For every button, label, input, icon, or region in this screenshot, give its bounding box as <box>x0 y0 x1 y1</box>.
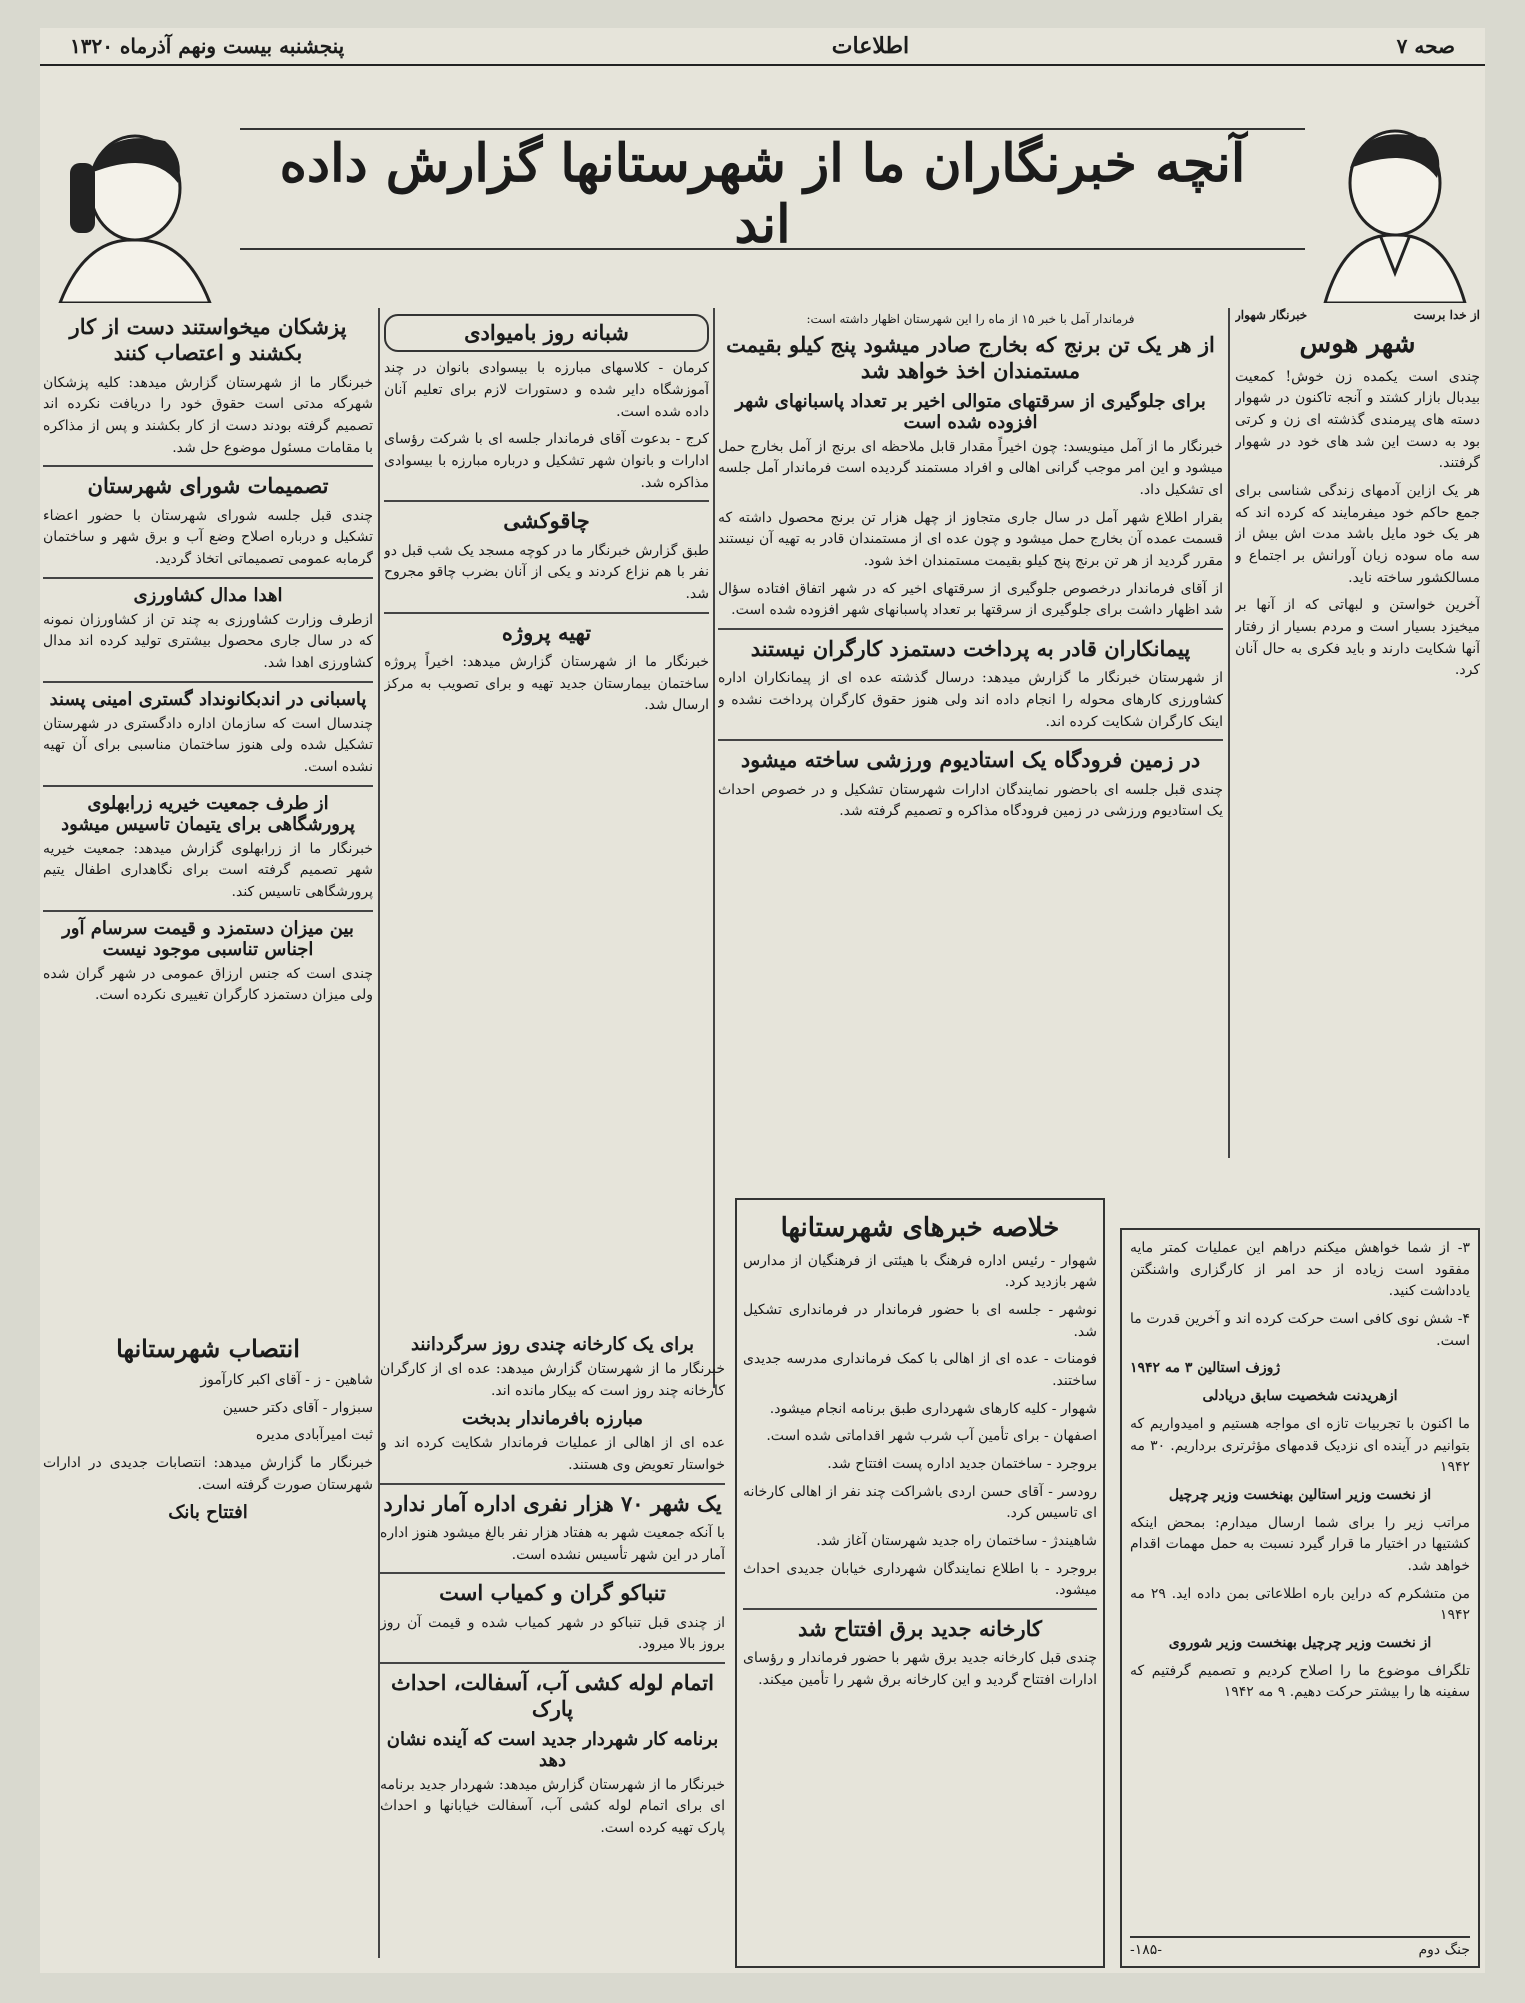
serial-paragraph: من متشکرم که دراین باره اطلاعاتی بمن داده اید. ۲۹ مه ۱۹۴۲ <box>1130 1585 1470 1624</box>
article-paragraph: کرج - بدعوت آقای فرماندار جلسه ای با شرکت رؤسای ادارات و بانوان شهر تشکیل و درباره مبارزه با بیسوادی مذاکره شد. <box>384 431 709 491</box>
column-lower-news <box>380 1328 725 1968</box>
divider <box>43 681 373 683</box>
column-shahr-havas <box>1235 308 1480 1158</box>
article-paragraph: از شهرستان خبرنگار ما گزارش میدهد: درسال گذشته عده ای از پیمانکاران اداره کشاورزی کارهای محوله را انجام داده اند ولی هنوز حقوق کارگران پرداخت نشده و اینک کارگران شکایت کرده اند. <box>718 670 1223 730</box>
article-paragraph: چندی قبل جلسه ای باحضور نمایندگان ادارات شهرستان تشکیل و در خصوص احداث یک استادیوم ورزشی در زمین فرودگاه مذاکره و تصمیم گرفته شد. <box>718 781 1223 820</box>
divider <box>43 465 373 467</box>
column-amol-rice <box>718 308 1223 1188</box>
serial-war-memoir <box>1120 1228 1480 1968</box>
summary-item: بروجرد - ساختمان جدید اداره پست افتتاح شد. <box>827 1456 1097 1472</box>
article-paragraph: خبرنگار ما از زرابهلوی گزارش میدهد: جمعیت خیریه شهر تصمیم گرفته است برای نگاهداری اطفال یتیم پرورشگاهی تاسیس کند. <box>43 840 373 901</box>
summary-item: شهوار - کلیه کارهای شهرداری طبق برنامه انجام میشود. <box>769 1400 1097 1417</box>
article-title: افتتاح بانک <box>168 1502 248 1524</box>
article-paragraph: خبرنگار ما از شهرستان گزارش میدهد: شهردار جدید برنامه ای برای اتمام لوله کشی آب، آسفالت خیابانها و احداث پارک تهیه کرده است. <box>380 1776 725 1836</box>
article-title: چاقوکشی <box>503 508 590 534</box>
article-paragraph: چندی قبل کارخانه جدید برق شهر با حضور فرماندار و رؤسای ادارات افتتاح گردید و این کارخانه برق شهر را تأمین میکند. <box>743 1650 1097 1689</box>
serial-paragraph: ازهریدنت شخصیت سابق دریادلی <box>1202 1388 1398 1405</box>
article-title: برای یک کارخانه چندی روز سرگردانند <box>410 1334 695 1355</box>
summary-item: اصفهان - برای تأمین آب شرب شهر اقداماتی شده است. <box>766 1428 1097 1445</box>
article-paragraph: خبرنگار ما از آمل مینویسد: چون اخیراً مقدار قابل ملاحظه ای برنج از آمل بخارج حمل میشود و این امر موجب گرانی اهالی و افراد مستمند گردیده است فرماندار آمل جلسه ای تشکیل داد. <box>718 438 1223 498</box>
article-title: پزشکان میخواستند دست از کار بکشند و اعتصاب کنند <box>69 314 347 366</box>
divider <box>43 910 373 912</box>
page-number: صحه ۷ <box>1396 34 1455 58</box>
banner <box>40 68 1485 298</box>
article-title: انتصاب شهرستانها <box>116 1334 300 1363</box>
byline-left: خبرنگار شهوار <box>1235 308 1308 322</box>
article-paragraph: کرمان - کلاسهای مبارزه با بیسوادی بانوان در چند آموزشگاه دایر شده و دستورات لازم برای تعلیم آنان داده شده است. <box>384 360 709 420</box>
divider <box>718 739 1223 741</box>
article-paragraph: خبرنگار ما از شهرستان گزارش میدهد: عده ای از کارگران کارخانه چند روز است که بیکار مانده اند. <box>380 1361 725 1399</box>
article-paragraph: چندسال است که سازمان اداره دادگستری در شهرستان تشکیل شده ولی هنوز ساختمان مناسبی برای آن تهیه نشده است. <box>43 715 373 775</box>
divider <box>384 612 709 614</box>
article-paragraph: عده ای از اهالی از عملیات فرماندار شکایت کرده اند و خواستار تعویض وی هستند. <box>380 1435 725 1474</box>
summary-item: رودسر - آقای حسن اردی باشراکت چند نفر از اهالی کارخانه ای تاسیس کرد. <box>743 1483 1097 1522</box>
summary-item: بروجرد - با اطلاع نمایندگان شهرداری خیابان جدیدی احداث میشود. <box>743 1560 1097 1599</box>
serial-paragraph: تلگراف موضوع ما را اصلاح کردیم و تصمیم گرفتیم که سفینه ها را بیشتر حرکت دهیم. ۹ مه ۱۹۴۲ <box>1130 1662 1470 1701</box>
serial-paragraph: از نخست وزیر استالین بهنخست وزیر چرچیل <box>1168 1486 1432 1503</box>
column-appointments <box>43 1328 373 1968</box>
article-title: تهیه پروژه <box>501 619 592 645</box>
serial-paragraph: مراتب زیر را برای شما ارسال میدارم: بمحض اینکه کشتیها در اختیار ما قرار گیرد نسبت به حمل مهمات اقدام خواهد شد. <box>1130 1514 1470 1574</box>
appointment-item: شاهین - ز - آقای اکبر کارآموز <box>200 1372 373 1388</box>
telephone-reporter-illustration-icon <box>50 123 220 303</box>
article-paragraph: از آقای فرماندار درخصوص جلوگیری از سرقتهای اخیر که در شهر اتفاق افتاده سؤال شد اظهار داشت برای جلوگیری از سرقتها بر تعداد پاسبانهای شهر افزوده شده است. <box>718 580 1223 619</box>
article-paragraph: چندی است یکمده زن خوش! کمعیت بیدبال بازار کشتد و آنجه تاکنون در شهوار دسته های پیرمندی گذشته ای زن و کرتی بود به دست این شد های خود در شهوار گرفتند. <box>1235 368 1480 472</box>
article-title: پاسبانی در اندبکانونداد گستری امینی پسند <box>49 688 367 710</box>
page-header <box>40 28 1485 66</box>
serial-paragraph: ما اکنون با تجربیات تازه ای مواجه هستیم و امیدواریم که بتوانیم در آینده ای نزدیک قدمهای مؤثرتری برداریم. ۳۰ مه ۱۹۴۲ <box>1130 1415 1470 1476</box>
article-title: شهر هوس <box>1299 329 1416 359</box>
article-title: از هر یک تن برنج که بخارج صادر میشود پنج کیلو بقیمت مستمندان اخذ خواهد شد <box>726 332 1215 384</box>
divider <box>384 500 709 502</box>
serial-footer-title: جنگ دوم <box>1418 1942 1470 1958</box>
issue-date: پنجشنبه بیست ونهم آذرماه ۱۳۲۰ <box>70 34 345 58</box>
reporter-illustration-icon <box>1305 123 1475 303</box>
article-paragraph: خبرنگار ما گزارش میدهد: انتصابات جدیدی در ادارات شهرستان صورت گرفته است. <box>43 1455 373 1493</box>
article-title: اهدا مدال کشاورزی <box>133 584 283 606</box>
article-paragraph: بقرار اطلاع شهر آمل در سال جاری متجاوز از چهل هزار تن برنج محصول داشته که قسمت عمده آن بخارج حمل میشود و چون عده ای از مستمندان قادر به تهیه آن نیستند مقرر گردید از هر تن برنج پنج کیلو بقیمت مستمندان اخذ شود. <box>718 509 1223 569</box>
banner-title: آنچه خبرنگاران ما از شهرستانها گزارش داده اند <box>279 133 1246 255</box>
paper-name: اطلاعات <box>831 33 910 59</box>
column-doctors <box>43 308 373 1318</box>
summary-item: شهوار - رئیس اداره فرهنگ با هیئتی از فرهنگیان از مدارس شهر بازدید کرد. <box>743 1252 1097 1291</box>
article-title: کارخانه جدید برق افتتاح شد <box>798 1616 1042 1642</box>
article-paragraph: چندی قبل جلسه شورای شهرستان با حضور اعضاء تشکیل و درباره اصلاح وضع آب و برق شهر و ساختمان گرمابه عمومی تصمیماتی اتخاذ گردید. <box>43 507 373 567</box>
article-title: پیمانکاران قادر به پرداخت دستمزد کارگران نیستند <box>750 636 1191 661</box>
article-paragraph: چندی است که جنس ارزاق عمومی در شهر گران شده ولی میزان دستمزد کارگران تغییری نکرده است. <box>43 965 373 1004</box>
divider <box>380 1483 725 1485</box>
serial-paragraph: ژوزف استالین ۳ مه ۱۹۴۲ <box>1130 1360 1281 1377</box>
summary-item: فومنات - عده ای از اهالی با کمک فرمانداری مدرسه جدیدی ساختند. <box>743 1351 1097 1389</box>
article-paragraph: از چندی قبل تنباکو در شهر کمیاب شده و قیمت آن روز بروز بالا میرود. <box>380 1614 725 1653</box>
summary-item: شاهیندژ - ساختمان راه جدید شهرستان آغاز شد. <box>816 1533 1097 1550</box>
article-intro: فرماندار آمل با خبر ۱۵ از ماه را این شهرستان اظهار داشته است: <box>806 312 1135 326</box>
article-paragraph: طبق گزارش خبرنگار ما در کوچه مسجد یک شب قبل دو نفر با هم نزاع کردند و یکی از آنان بضرب چاقو مجروح شد. <box>384 542 709 602</box>
provinces-summary-box <box>735 1198 1105 1968</box>
column-rule <box>713 308 715 1388</box>
column-rule <box>1228 308 1230 1158</box>
column-literacy <box>384 308 709 1188</box>
article-title: مبارزه بافرماندار بدبخت <box>462 1408 643 1430</box>
divider <box>380 1572 725 1574</box>
article-title: اتمام لوله کشی آب، آسفالت، احداث پارک <box>391 1670 714 1722</box>
wire-line <box>240 128 1305 130</box>
byline-right: از خدا برست <box>1413 308 1480 322</box>
article-title: شبانه روز بامیوادی <box>384 314 709 352</box>
article-title: از طرف جمعیت خیریه زرابهلوی پرورشگاهی برای یتیمان تاسیس میشود <box>61 792 355 835</box>
serial-paragraph: ۴- شش نوی کافی است حرکت کرده اند و آخرین قدرت ما است. <box>1130 1311 1470 1349</box>
serial-footer-number: -۱۸۵- <box>1130 1942 1163 1958</box>
article-subtitle: برنامه کار شهردار جدید است که آینده نشان دهد <box>386 1728 719 1771</box>
article-title: یک شهر ۷۰ هزار نفری اداره آمار ندارد <box>383 1490 722 1516</box>
appointment-item: سبزوار - آقای دکتر حسین <box>222 1399 373 1416</box>
article-paragraph: آخرین خواستن و لبهاتی که از آنها بر میخیزد بسیار است و مردم بسیار از رفتار آنها شکایت دارند و باید فکری به حال آنان کرد. <box>1235 597 1480 679</box>
divider <box>380 1662 725 1664</box>
article-title: تنباکو گران و کمیاب است <box>439 1580 666 1606</box>
serial-footer <box>1130 1936 1470 1958</box>
article-paragraph: هر یک ازاین آدمهای زندگی شناسی برای جمع حاکم خود میفرمایند که کرده اند که هر یک خود مایل باشد مدت اش بیش از سه ماه سوده زیان آورانش بر اجتماع و مسالکشور ساخته ناید. <box>1235 482 1480 586</box>
appointment-item: ثبت امیرآبادی مدیره <box>255 1427 373 1444</box>
article-paragraph: ازطرف وزارت کشاورزی به چند تن از کشاورزان نمونه که در سال جاری محصول بیشتری تولید کرده اند مدال کشاورزی اهدا شد. <box>43 611 373 671</box>
article-paragraph: خبرنگار ما از شهرستان گزارش میدهد: کلیه پزشکان شهرکه مدتی است حقوق خود را دریافت نکرده اند تصمیم گرفته بودند دست از کار بکشند و پس از مذاکره با مقامات مسئول موضوع حل شد. <box>43 374 373 456</box>
serial-paragraph: از نخست وزیر چرچیل بهنخست وزیر شوروی <box>1168 1635 1432 1651</box>
newspaper-page <box>40 28 1485 1973</box>
article-title: تصمیمات شورای شهرستان <box>87 473 329 499</box>
article-title: در زمین فرودگاه یک استادیوم ورزشی ساخته میشود <box>740 747 1201 773</box>
divider <box>43 785 373 787</box>
summary-item: نوشهر - جلسه ای با حضور فرماندار در فرمانداری تشکیل شد. <box>743 1301 1097 1340</box>
article-paragraph: خبرنگار ما از شهرستان گزارش میدهد: اخیراً پروژه ساختمان بیمارستان جدید تهیه و برای تصویب به مرکز ارسال شد. <box>384 653 709 714</box>
article-paragraph: با آنکه جمعیت شهر به هفتاد هزار نفر بالغ میشود هنوز اداره آمار در این شهر تأسیس نشده است. <box>380 1525 725 1563</box>
divider <box>43 577 373 579</box>
summary-title: خلاصه خبرهای شهرستانها <box>780 1213 1060 1243</box>
divider <box>743 1608 1097 1610</box>
serial-paragraph: ۳- از شما خواهش میکنم دراهم این عملیات کمتر مایه مفقود است زیاده از حد امر از کارگزاری واشنگتن یادداشت کنید. <box>1130 1240 1470 1300</box>
article-subtitle: برای جلوگیری از سرقتهای متوالی اخیر بر تعداد پاسبانهای شهر افزوده شده است <box>735 390 1206 433</box>
article-title: بین میزان دستمزد و قیمت سرسام آور اجناس تناسبی موجود نیست <box>62 917 354 960</box>
divider <box>718 628 1223 630</box>
